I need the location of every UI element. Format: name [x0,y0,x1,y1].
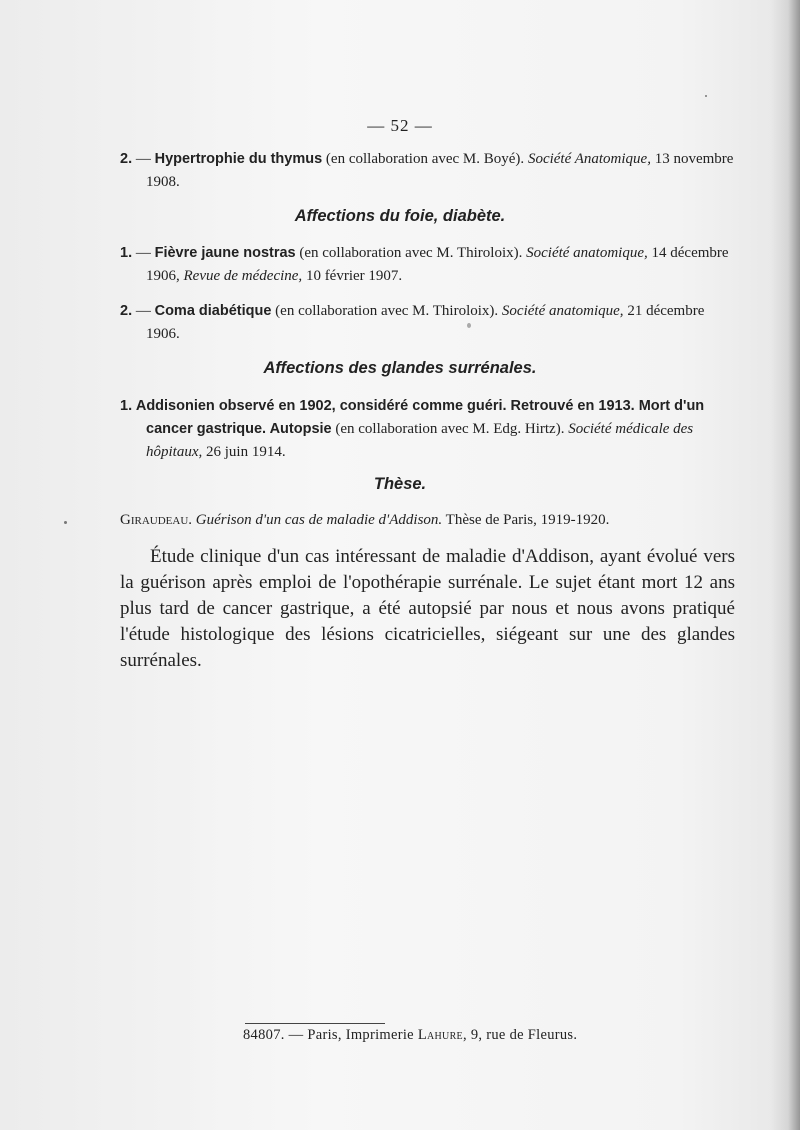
section-heading-foie: Affections du foie, diabète. [294,207,506,225]
these-title: Guérison d'un cas de maladie d'Addison. [195,512,443,528]
entry-journal: Société Anatomique, [527,151,651,167]
entry-these [120,509,735,532]
entry-fievre-jaune [120,242,735,288]
these-info: Thèse de Paris, 1919-1920. [445,512,610,528]
entry-title: Fièvre jaune nostras [154,245,296,261]
entry-addisonien [120,395,735,464]
printer-footer [243,1027,577,1044]
entry-dash: — [135,151,151,167]
summary-paragraph [120,544,735,674]
entry-date: 21 décembre 1906. [146,303,705,342]
entry-thymus [120,148,735,194]
page-number: — 52 — [367,116,433,135]
entry-dash: — [135,245,151,261]
entry-title: Hypertrophie du thymus [154,151,323,167]
footer-address: 9, rue de Fleurus. [470,1027,578,1043]
entry-date: 26 juin 1914. [206,444,286,460]
entry-title: Coma diabétique [154,303,272,319]
entry-coma-diabetique [120,300,735,346]
entry-dash: — [135,303,151,319]
footer-code: 84807. [243,1027,285,1043]
entry-date-2: 10 février 1907. [305,268,403,284]
entry-number: 2. [120,303,133,319]
footer-printer: Lahure, [417,1027,467,1043]
these-author: Giraudeau. [120,512,193,528]
summary-text: Étude clinique d'un cas intéressant de maladie d'Addison, ayant évolué vers la guérison après emploi de l'opothérapie surrénale. Le sujet étant mort 12 ans plus tard de cancer gastrique, a été autopsié par nous et nous avons pratiqué l'étude histologique des lésions cicatricielles, siégeant sur une des glandes surrénales. [120,546,735,671]
entry-number: 2. [120,151,133,167]
paper-speck [467,323,471,328]
entry-number: 1. [120,245,133,261]
section-heading-surrenales: Affections des glandes surrénales. [263,359,537,377]
entry-collab: (en collaboration avec M. Boyé). [325,151,525,167]
entry-journal: Société médicale des hôpitaux, [146,421,694,460]
entry-number: 1. [120,398,133,414]
entry-title: Addisonien observé en 1902, considéré comme guéri. Retrouvé en 1913. Mort d'un cancer gastrique. Autopsie [135,398,705,437]
paper-speck [705,95,707,97]
entry-collab: (en collaboration avec M. Thiroloix). [275,303,499,319]
section-heading-these: Thèse. [373,475,427,493]
entry-date: 14 décembre 1906, [146,245,729,284]
paper-speck [64,521,67,524]
entry-journal: Société anatomique, [501,303,624,319]
footer-rule [245,1023,385,1024]
entry-collab: (en collaboration avec M. Edg. Hirtz). [335,421,565,437]
entry-journal: Société anatomique, [526,245,648,261]
page-edge-shadow [770,0,800,1130]
entry-journal-2: Revue de médecine, [183,268,303,284]
footer-text: — Paris, Imprimerie [288,1027,414,1043]
entry-date: 13 novembre 1908. [146,151,734,190]
entry-collab: (en collaboration avec M. Thiroloix). [299,245,523,261]
